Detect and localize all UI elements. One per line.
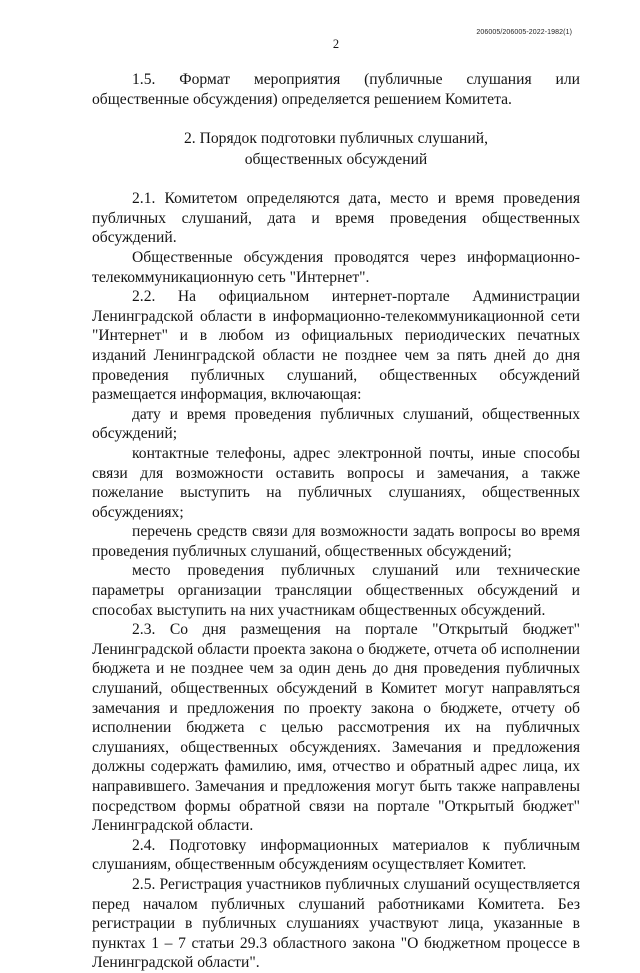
paragraph-2-5: 2.5. Регистрация участников публичных слушаний осуществляется перед началом публичных слушаний работниками Комитета. Без регистрации в публичных слушаниях участвуют лица, указанные в пунктах 1 – 7 статьи 29.3 областного закона "О бюджетном процессе в Ленинградской области". [92, 875, 580, 972]
paragraph-2-1-public-discussions: Общественные обсуждения проводятся через информационно-телекоммуникационную сеть "Интернет". [92, 248, 580, 286]
list-item-venue: место проведения публичных слушаний или технические параметры организации трансляции общественных обсуждений и способах выступить на них участникам общественных обсуждений. [92, 562, 580, 619]
paragraph-2-3: 2.3. Со дня размещения на портале "Открытый бюджет" Ленинградской области проекта закона о бюджете, отчета об исполнении бюджета и не позднее чем за один день до дня проведения публичных слушаний, общественных обсуждений в Комитет могут направляться замечания и предложения по проекту закона о бюджете, отчету об исполнении бюджета с целью рассмотрения их на публичных слушаниях, общественных обсуждениях. Замечания и предложения должны содержать фамилию, имя, отчество и обратный адрес лица, их направившего. Замечания и предложения могут быть также направлены посредством формы обратной связи на портале "Открытый бюджет" Ленинградской области. [92, 621, 580, 835]
list-item-contacts: контактные телефоны, адрес электронной почты, иные способы связи для возможности оставить вопросы и замечания, а также пожелание выступить на публичных слушаниях, общественных обсуждениях; [92, 444, 580, 521]
document-body [92, 70, 580, 973]
page-number: 2 [332, 37, 340, 51]
section-heading-line-2: общественных обсуждений [244, 151, 428, 169]
paragraph-2-4: 2.4. Подготовку информационных материалов к публичным слушаниям, общественным обсуждениям осуществляет Комитет. [92, 836, 580, 874]
document-code: 206005/206005-2022-1982(1) [476, 29, 572, 36]
paragraph-2-1: 2.1. Комитетом определяются дата, место и время проведения публичных слушаний, дата и время проведения общественных обсуждений. [92, 190, 580, 247]
paragraph-2-2: 2.2. На официальном интернет-портале Администрации Ленинградской области в информационно-телекоммуникационной сети "Интернет" и в любом из официальных периодических печатных изданий Ленинградской области не позднее чем за пять дней до дня проведения публичных слушаний, общественных обсуждений размещается информация, включающая: [92, 288, 580, 404]
list-item-communication-means: перечень средств связи для возможности задать вопросы во время проведения публичных слушаний, общественных обсуждений; [92, 523, 580, 560]
section-heading [92, 128, 580, 170]
section-heading-line-1: 2. Порядок подготовки публичных слушаний, [184, 130, 488, 148]
list-item-date-time: дату и время проведения публичных слушаний, общественных обсуждений; [92, 405, 580, 443]
paragraph-1-5: 1.5. Формат мероприятия (публичные слушания или общественные обсуждения) определяется решением Комитета. [92, 71, 580, 108]
